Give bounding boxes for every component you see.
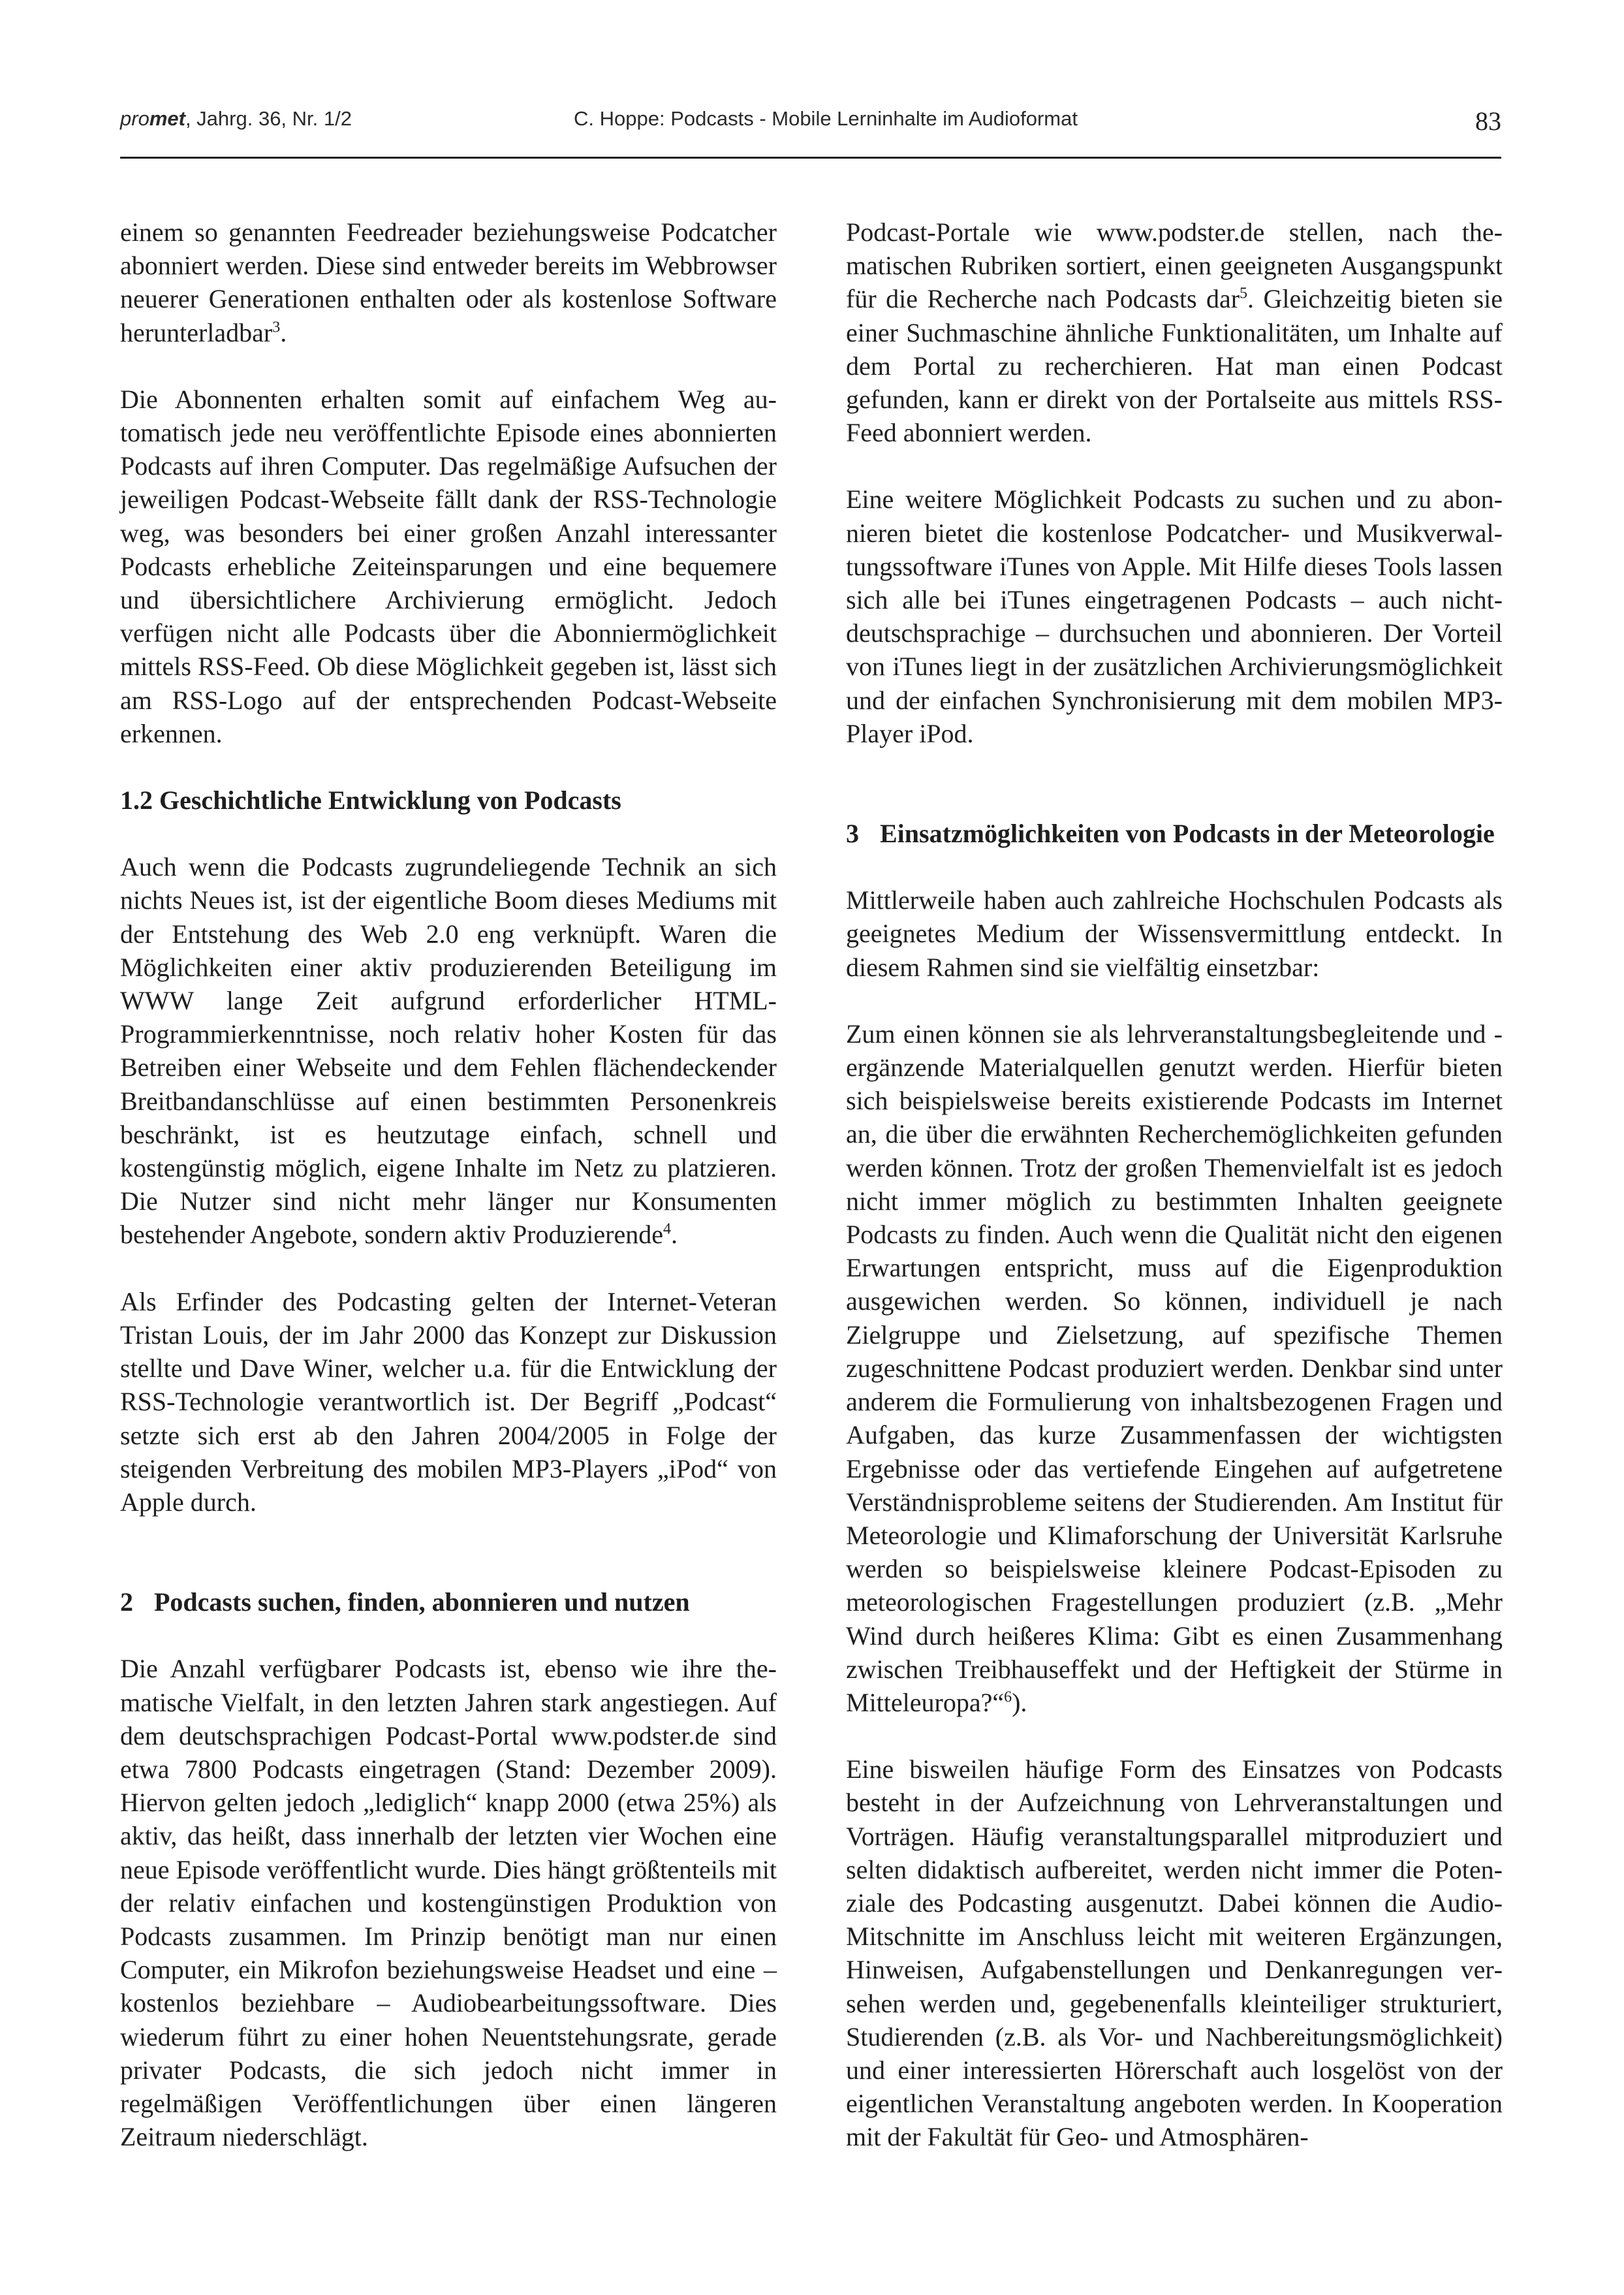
footnote-ref: 3	[272, 319, 281, 336]
paragraph	[120, 215, 777, 349]
paragraph-text: Podcast-Portale wie www.podster.de stellen, nach thematischen Rubriken sortiert, einen geeigneten Ausgangspunkt für die Recherche nach Podcasts dar	[846, 217, 1503, 314]
journal-citation	[120, 107, 352, 131]
footnote-ref: 4	[663, 1221, 671, 1239]
paragraph: Die Anzahl verfügbarer Podcasts ist, ebenso wie ihre thematische Vielfalt, in den letzten Jahren stark angestiegen. Auf dem deutschsprachigen Podcast-Portal www.podster.de sind etwa 7800 Podcasts eingetragen (Stand: Dezember 2009). Hiervon gelten jedoch „lediglich“ knapp 2000 (etwa 25%) als aktiv, das heißt, dass innerhalb der letzten vier Wochen eine neue Episode veröffentlicht wurde. Dies hängt größtenteils mit der relativ einfachen und kostengünstigen Produktion von Podcasts zusammen. Im Prinzip benötigt man nur einen Computer, ein Mikrofon beziehungsweise Headset und eine – kostenlos beziehbare – Audiobearbeitungssoftware. Dies wiederum führt zu einer hohen Neuentstehungsrate, gerade privater Podcasts, die sich jedoch nicht immer in regelmäßigen Veröffentlichungen über einen längeren Zeitraum niederschlägt.	[120, 1654, 777, 2152]
left-column	[120, 215, 777, 2153]
paragraph: Eine bisweilen häufige Form des Einsatzes von Podcasts besteht in der Aufzeichnung von Lehrveranstaltungen und Vorträgen. Häufig veranstaltungsparallel mitproduziert und selten didaktisch aufbereitet, werden nicht immer die Potenziale des Podcasting ausgenutzt. Dabei können die Audio-Mitschnitte im Anschluss leicht mit weiteren Ergänzungen, Hinweisen, Aufgabenstellungen und Denkanregungen versehen werden und, gegebenenfalls kleinteiliger strukturiert, Studierenden (z.B. als Vor- und Nachbereitungsmöglichkeit) und einer interessierten Hörerschaft auch losgelöst von der eigentlichen Veranstaltung angeboten werden. In Kooperation mit der Fakultät für Geo- und Atmosphären-	[846, 1754, 1503, 2152]
paragraph-text: Auch wenn die Podcasts zugrundeliegende Technik an sich nichts Neues ist, ist der eigentliche Boom dieses Mediums mit der Entstehung des Web 2.0 eng verknüpft. Waren die Möglichkeiten einer aktiv produzierenden Beteiligung im WWW lange Zeit aufgrund erforderlicher HTML-Programmierkenntnisse, noch relativ hoher Kosten für das Betreiben einer Webseite und dem Fehlen flächendeckender Breitbandanschlüsse auf einen bestimmten Personenkreis beschränkt, ist es heutzutage einfach, schnell und kostengünstig möglich, eigene Inhalte im Netz zu platzieren. Die Nutzer sind nicht mehr länger nur Konsumenten bestehender Angebote, sondern aktiv Produzierende	[120, 852, 777, 1250]
right-column	[846, 215, 1503, 2154]
paragraph-text: ).	[1012, 1687, 1027, 1717]
section-title: Podcasts suchen, finden, abonnieren und nutzen	[154, 1587, 690, 1617]
running-title: C. Hoppe: Podcasts - Mobile Lerninhalte im Audioformat	[574, 107, 1078, 130]
paragraph-text: Zum einen können sie als lehrveranstaltungsbegleitende und -ergänzende Materialquellen genutzt werden. Hierfür bieten sich beispielsweise bereits existierende Podcasts im Internet an, die über die erwähnten Recherchemöglichkeiten gefunden werden können. Trotz der großen Themenvielfalt ist es jedoch nicht immer möglich zu bestimmten Inhalten geeignete Podcasts zu finden. Auch wenn die Qualität nicht den eigenen Erwartungen entspricht, muss auf die Eigenproduktion ausgewichen werden. So können, individuell je nach Zielgruppe und Zielsetzung, auf spezifische Themen zugeschnittene Podcast produziert werden. Denkbar sind unter anderem die Formulierung von inhaltsbezogenen Fragen und Aufgaben, das kurze Zusammenfassen der wichtigsten Ergebnisse oder das vertiefende Eingehen auf aufgetretene Verständnisprobleme seitens der Studierenden. Am Institut für Meteorologie und Klimaforschung der Universität Karlsruhe werden so beispielsweise kleinere Podcast-Episoden zu meteorologischen Fragestellungen produziert (z.B. „Mehr Wind durch heißeres Klima: Gibt es einen Zusammenhang zwischen Treibhauseffekt und der Heftigkeit der Stürme in Mitteleuropa?“	[846, 1019, 1503, 1717]
paragraph	[120, 850, 777, 1251]
section-number: 3	[846, 819, 859, 849]
paragraph: Als Erfinder des Podcasting gelten der Internet-Veteran Tristan Louis, der im Jahr 2000 das Konzept zur Diskussion stellte und Dave Winer, welcher u.a. für die Entwicklung der RSS-Technologie verantwortlich ist. Der Begriff „Podcast“ setzte sich erst ab den Jahren 2004/2005 in Folge der steigenden Verbreitung des mobilen MP3-Players „iPod“ von Apple durch.	[120, 1286, 777, 1517]
paragraph	[846, 215, 1503, 449]
journal-suffix: met	[149, 107, 185, 130]
paragraph-text: .	[670, 1220, 678, 1250]
section-heading-1-2: 1.2 Geschichtliche Entwicklung von Podcasts	[120, 785, 621, 815]
paragraph-text: einem so genannten Feedreader beziehungsweise Podcatcher abonniert werden. Diese sind entweder bereits im Webbrowser neuerer Generationen enthalten oder als kostenlose Software herunterladbar	[120, 217, 777, 347]
journal-prefix: pro	[120, 107, 149, 130]
footnote-ref: 6	[1004, 1688, 1012, 1706]
paragraph: Die Abonnenten erhalten somit auf einfachem Weg automatisch jede neu veröffentlichte Episode eines abonnierten Podcasts auf ihren Computer. Das regelmäßige Aufsuchen der jeweiligen Podcast-Webseite fällt dank der RSS-Technologie weg, was besonders bei einer großen Anzahl interessanter Podcasts erhebliche Zeiteinsparungen und eine bequemere und übersichtlichere Archivierung ermöglicht. Jedoch verfügen nicht alle Podcasts über die Abonniermöglichkeit mittels RSS-Feed. Ob diese Möglichkeit gegeben ist, lässt sich am RSS-Logo auf der entsprechenden Podcast-Webseite erkennen.	[120, 384, 777, 748]
paragraph-text: . Gleichzeitig bieten sie einer Suchmaschine ähnliche Funktionalitäten, um Inhalte auf dem Portal zu recherchieren. Hat man einen Podcast gefunden, kann er direkt von der Portalseite aus mittels RSS-Feed abonniert werden.	[846, 284, 1503, 448]
paragraph: Eine weitere Möglichkeit Podcasts zu suchen und zu abonnieren bietet die kostenlose Podcatcher- und Musikverwaltungssoftware iTunes von Apple. Mit Hilfe dieses Tools lassen sich alle bei iTunes eingetragenen Podcasts – auch nicht-deutschsprachige – durchsuchen und abonnieren. Der Vorteil von iTunes liegt in der zusätzlichen Archivierungsmöglichkeit und der einfachen Synchronisierung mit dem mobilen MP3-Player iPod.	[846, 484, 1503, 748]
section-heading-3	[846, 817, 1503, 850]
running-header	[120, 104, 1501, 159]
page-number: 83	[1475, 106, 1501, 136]
paragraph	[846, 1017, 1503, 1719]
section-number: 2	[120, 1587, 133, 1617]
section-title: Einsatzmöglichkeiten von Podcasts in der Meteorologie	[880, 819, 1495, 849]
journal-volume: , Jahrg. 36, Nr. 1/2	[185, 107, 352, 130]
section-heading-2	[120, 1585, 777, 1619]
paragraph: Mittlerweile haben auch zahlreiche Hochschulen Podcasts als geeignetes Medium der Wissensvermittlung entdeckt. In diesem Rahmen sind sie vielfältig einsetzbar:	[846, 885, 1503, 982]
paragraph-text: .	[280, 317, 287, 347]
footnote-ref: 5	[1240, 285, 1248, 303]
